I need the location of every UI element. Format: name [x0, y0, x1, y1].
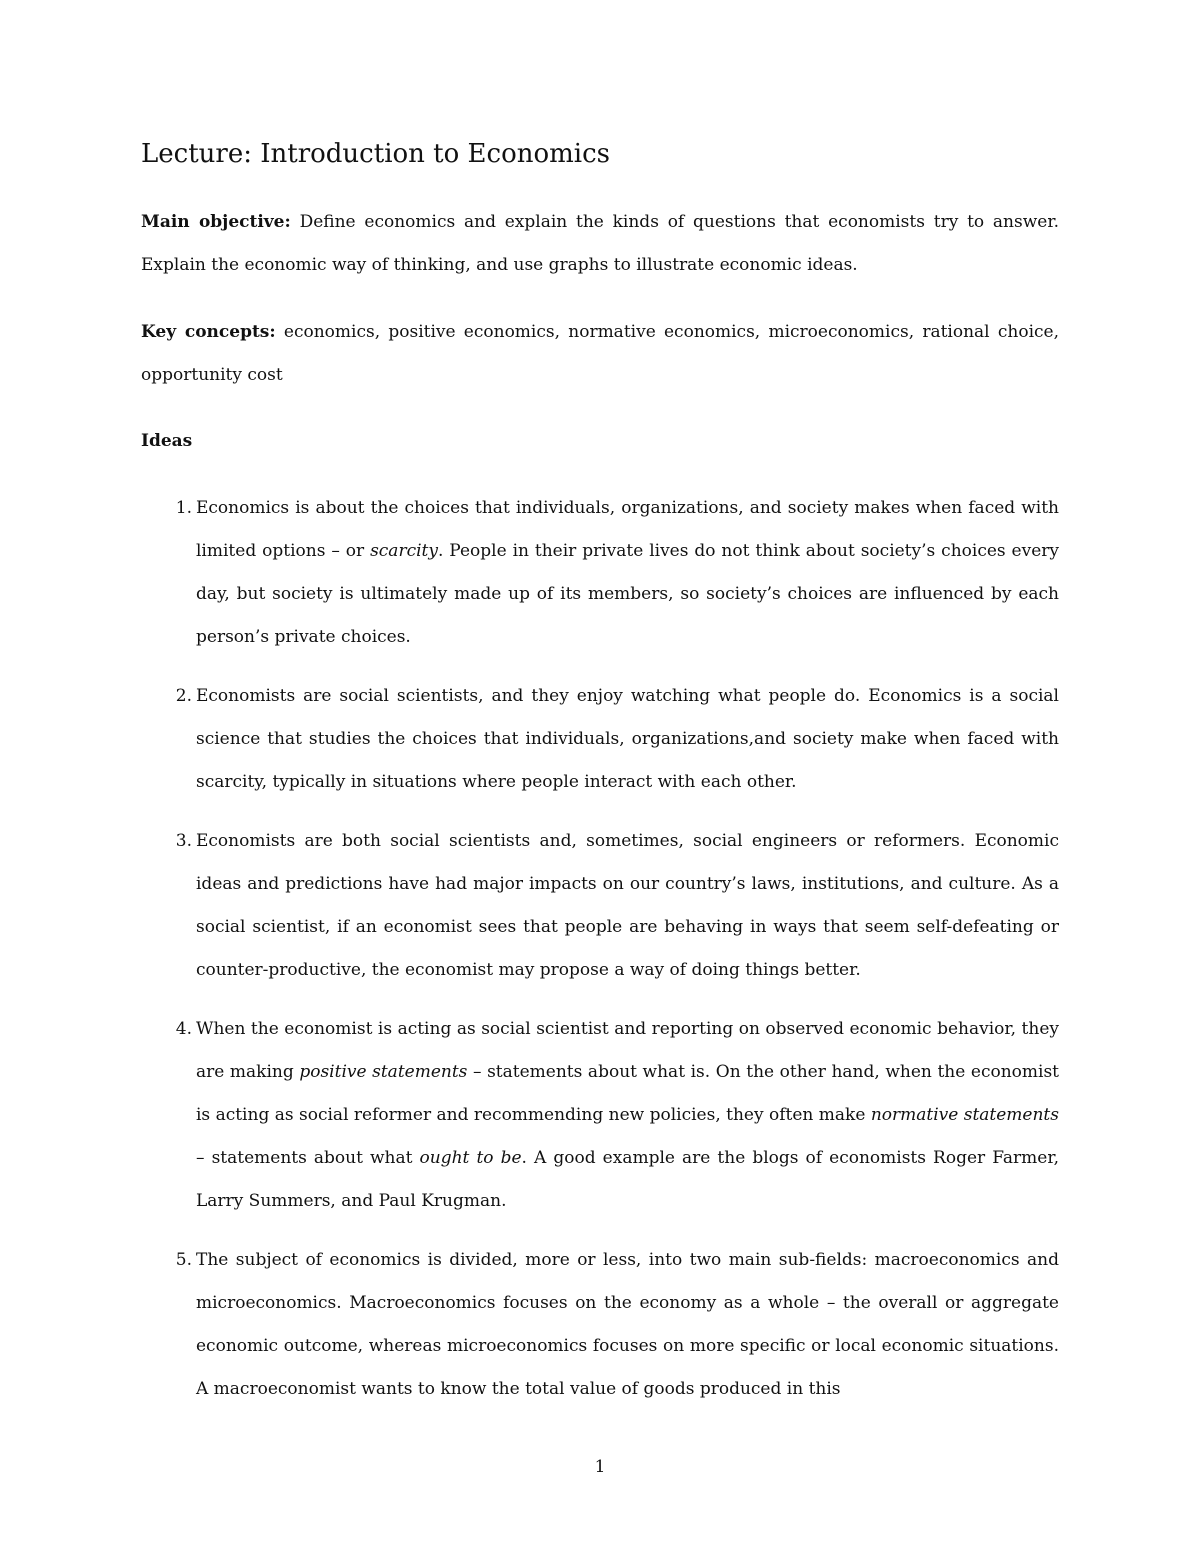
- emphasis-scarcity: scarcity: [370, 541, 438, 561]
- list-item-number: 4.: [175, 1019, 192, 1039]
- key-concepts-label: Key concepts:: [141, 322, 276, 342]
- main-objective-label: Main objective:: [141, 212, 291, 232]
- list-item-text: – statements about what: [196, 1148, 420, 1168]
- list-item-number: 1.: [175, 498, 192, 518]
- list-item-text: . People in their private lives do not think about society’s choices every day, but society is ultimately made up of its members, so society’s choices are influenced by each person’s private choices.: [196, 541, 1059, 647]
- list-item: [141, 1239, 1059, 1411]
- list-item: [141, 675, 1059, 804]
- emphasis-positive-statements: positive statements: [299, 1062, 468, 1082]
- key-concepts-text: economics, positive economics, normative economics, microeconomics, rational choice, opportunity cost: [141, 322, 1059, 385]
- key-concepts-paragraph: [141, 311, 1059, 397]
- main-objective-text: Define economics and explain the kinds of questions that economists try to answer. Explain the economic way of thinking, and use graphs to illustrate economic ideas.: [141, 212, 1060, 275]
- list-item: [141, 487, 1059, 659]
- main-objective-paragraph: [141, 201, 1059, 287]
- ideas-heading: Ideas: [141, 431, 193, 451]
- list-item-text: . A good example are the blogs of economists Roger Farmer, Larry Summers, and Paul Krugman.: [196, 1148, 1059, 1211]
- emphasis-normative-statements: normative statements: [870, 1105, 1059, 1125]
- emphasis-ought-to-be: ought to be: [419, 1148, 522, 1168]
- list-item-text: When the economist is acting as social scientist and reporting on observed economic behavior, they are making: [196, 1019, 1059, 1082]
- page-title: Lecture: Introduction to Economics: [141, 139, 611, 169]
- list-item-text: Economists are social scientists, and they enjoy watching what people do. Economics is a social science that studies the choices that individuals, organizations,and society make when faced with scarcity, typically in situations where people interact with each other.: [196, 686, 1059, 792]
- list-item: [141, 820, 1059, 992]
- list-item: [141, 1008, 1059, 1223]
- list-item-number: 5.: [175, 1250, 192, 1270]
- list-item-number: 2.: [175, 686, 192, 706]
- ideas-list: [141, 487, 1059, 1427]
- list-item-text: Economics is about the choices that individuals, organizations, and society makes when faced with limited options – or: [196, 498, 1059, 561]
- list-item-text: Economists are both social scientists and, sometimes, social engineers or reformers. Economic ideas and predictions have had major impacts on our country’s laws, institutions, and culture. As a social scientist, if an economist sees that people are behaving in ways that seem self-defeating or counter-productive, the economist may propose a way of doing things better.: [196, 831, 1059, 980]
- page-number: 1: [594, 1457, 606, 1477]
- list-item-text: – statements about what is. On the other hand, when the economist is acting as social reformer and recommending new policies, they often make: [196, 1062, 1059, 1125]
- list-item-number: 3.: [175, 831, 192, 851]
- list-item-text: The subject of economics is divided, more or less, into two main sub-fields: macroeconomics and microeconomics. Macroeconomics focuses on the economy as a whole – the overall or aggregate economic outcome, whereas microeconomics focuses on more specific or local economic situations. A macroeconomist wants to know the total value of goods produced in this: [196, 1250, 1059, 1399]
